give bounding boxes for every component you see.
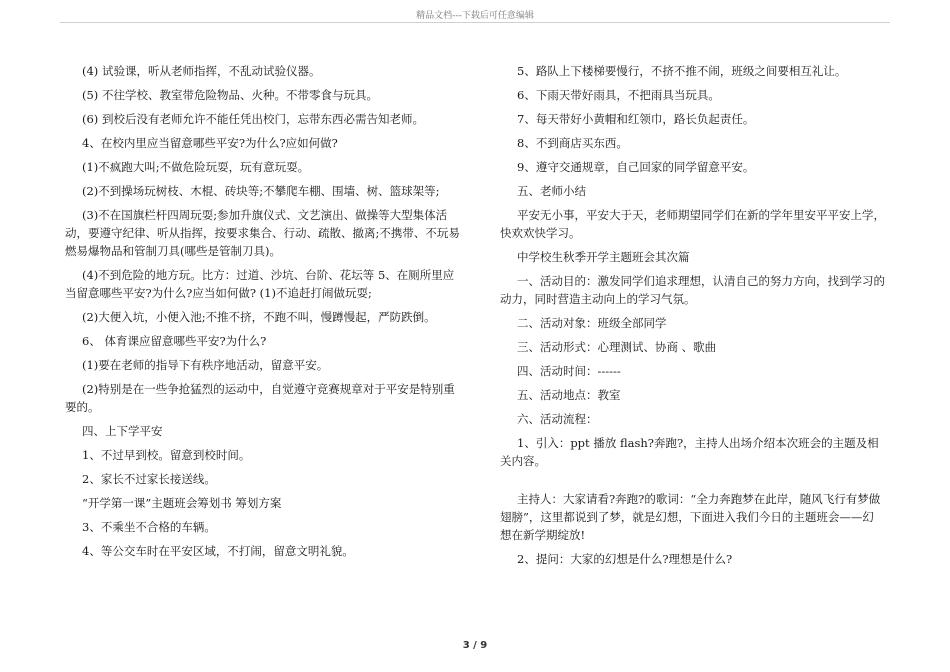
paragraph: 三、活动形式：心理测试、协商 、歌曲 [517,340,717,354]
paragraph: 1、不过早到校。留意到校时间。 [82,448,251,462]
header-divider [60,22,890,23]
paragraph: 4、等公交车时在平安区域，不打闹，留意文明礼貌。 [82,544,354,558]
paragraph: 5、路队上下楼梯要慢行，不挤不推不闹，班级之间要相互礼让。 [517,64,847,78]
page-header: 精品文档---下载后可任意编辑 [416,11,534,21]
paragraph: 二、活动对象：班级全部同学 [517,316,667,330]
paragraph: 9、遵守交通规章，自己回家的同学留意平安。 [517,160,755,174]
paragraph: 一、活动目的：激发同学们追求理想，认清自己的努力方向，找到学习的动力，同时营造主动向上的学习气氛。 [500,274,885,306]
paragraph: 8、不到商店买东西。 [517,136,628,150]
right-column [500,62,885,574]
paragraph: (1)不疯跑大叫;不做危险玩耍，玩有意玩耍。 [82,160,310,174]
paragraph: 1、引入：ppt 播放 flash?奔跑?，主持人出场介绍本次班会的主题及相关内容。 [500,436,879,468]
paragraph: (2)大便入坑，小便入池;不推不挤，不跑不叫，慢蹲慢起，严防跌倒。 [82,310,436,324]
paragraph: (4)不到危险的地方玩。比方：过道、沙坑、台阶、花坛等 5、在厕所里应当留意哪些平安?为什么?应当如何做? (1)不追赶打闹做玩耍; [65,268,455,300]
paragraph: 2、家长不过家长接送线。 [82,472,216,486]
left-column [65,62,465,566]
page-number: 3 / 9 [462,640,488,651]
section-heading: 五、老师小结 [517,184,586,198]
paragraph: 平安无小事，平安大于天，老师期望同学们在新的学年里安平平安上学，快欢欢快学习。 [500,208,885,240]
paragraph: (4) 试验课，听从老师指挥，不乱动试验仪器。 [82,64,321,78]
paragraph: “开学第一课”主题班会筹划书 筹划方案 [82,496,282,510]
paragraph: (5) 不往学校、教室带危险物品、火种。不带零食与玩具。 [82,88,378,102]
paragraph: 2、提问：大家的幻想是什么?理想是什么? [517,552,733,566]
paragraph: (2)不到操场玩树枝、木棍、砖块等;不攀爬车棚、围墙、树、篮球架等; [82,184,440,198]
paragraph: (1)要在老师的指导下有秩序地活动，留意平安。 [82,358,329,372]
paragraph: 四、活动时间：------ [517,364,621,378]
paragraph: 六、活动流程： [517,412,598,426]
paragraph: (3)不在国旗栏杆四周玩耍;参加升旗仪式、文艺演出、做操等大型集体活动，要遵守纪律、听从指挥，按要求集合、行动、疏散、撤离;不携带、不玩易燃易爆物品和管制刀具(哪些是管制刀具)。 [65,208,460,258]
section-title: 中学校生秋季开学主题班会其次篇 [517,250,690,264]
paragraph: 五、活动地点：教室 [517,388,621,402]
paragraph: 4、在校内里应当留意哪些平安?为什么?应如何做? [82,136,338,150]
paragraph: 7、每天带好小黄帽和红领巾，路长负起责任。 [517,112,755,126]
paragraph: 3、不乘坐不合格的车辆。 [82,520,216,534]
section-heading: 四、上下学平安 [82,424,163,438]
paragraph: 主持人：大家请看?奔跑?的歌词：“全力奔跑梦在此岸，随风飞行有梦做翅膀”，这里都说到了梦，就是幻想，下面进入我们今日的主题班会——幻想在新学期绽放! [500,492,881,542]
paragraph: 6、 体育课应留意哪些平安?为什么? [82,334,267,348]
paragraph: (2)特别是在一些争抢猛烈的运动中，自觉遵守竞赛规章对于平安是特别重要的。 [65,382,455,414]
paragraph: (6) 到校后没有老师允许不能任凭出校门，忘带东西必需告知老师。 [82,112,424,126]
paragraph: 6、下雨天带好雨具，不把雨具当玩具。 [517,88,720,102]
